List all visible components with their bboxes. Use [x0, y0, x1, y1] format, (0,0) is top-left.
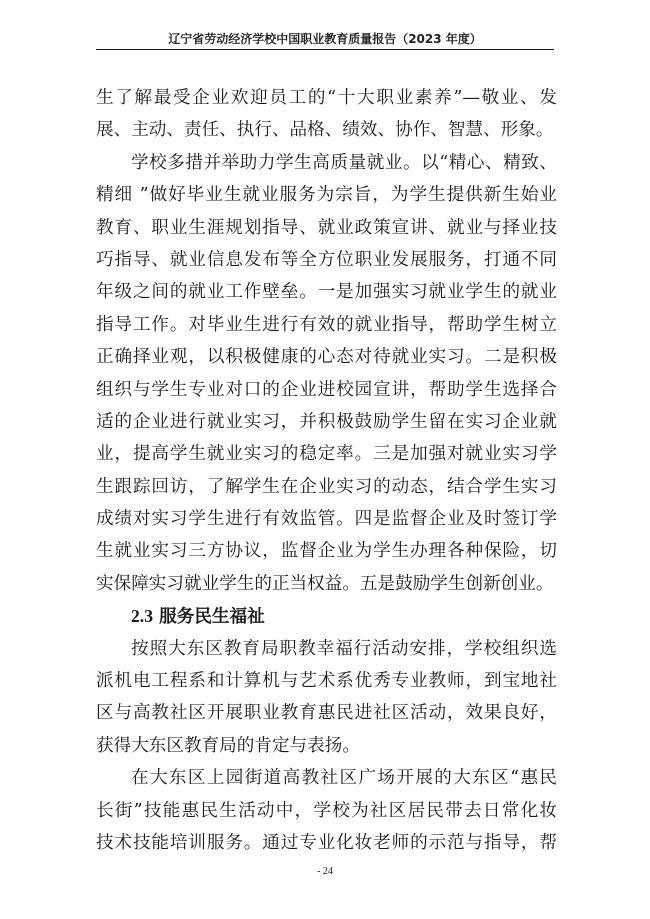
running-header: 辽宁省劳动经济学校中国职业教育质量报告（2023 年度） — [168, 32, 482, 46]
paragraph — [96, 762, 557, 859]
section-heading — [96, 600, 557, 632]
text-line: 年级之间的就业工作壁垒。一是加强实习就业学生的就业 — [96, 282, 557, 303]
section-number: 2.3 — [131, 606, 153, 627]
text-line: 长街”技能惠民生活动中，学校为社区居民带去日常化妆 — [96, 800, 557, 821]
text-line: 教育、职业生涯规划指导、就业政策宣讲、就业与择业技 — [96, 217, 557, 238]
text-line: 在大东区上园街道高教社区广场开展的大东区“惠民 — [131, 768, 557, 789]
text-line: 技术技能培训服务。通过专业化妆老师的示范与指导，帮 — [96, 832, 557, 853]
paragraph — [96, 82, 557, 147]
text-line: 派机电工程系和计算机与艺术系优秀专业教师，到宝地社 — [96, 671, 557, 692]
page-content — [96, 82, 557, 859]
text-line: 区与高教社区开展职业教育惠民进社区活动，效果良好， — [96, 703, 557, 724]
section-title: 服务民生福祉 — [159, 606, 265, 628]
text-line: 生了解最受企业欢迎员工的“十大职业素养”—敬业、发 — [96, 88, 557, 108]
paragraph — [96, 147, 557, 600]
text-line: 实保障实习就业学生的正当权益。五是鼓励学生创新创业。 — [96, 573, 554, 594]
text-line: 按照大东区教育局职教幸福行活动安排，学校组织选 — [131, 638, 557, 659]
text-line: 指导工作。对毕业生进行有效的就业指导，帮助学生树立 — [96, 314, 557, 335]
text-line: 业，提高学生就业实习的稳定率。三是加强对就业实习学 — [96, 444, 557, 465]
text-line: 适的企业进行就业实习，并积极鼓励学生留在实习企业就 — [96, 411, 557, 432]
page-number: - 24 — [317, 866, 333, 877]
text-line: 组织与学生专业对口的企业进校园宣讲，帮助学生选择合 — [96, 379, 557, 400]
text-line: 巧指导、就业信息发布等全方位职业发展服务，打通不同 — [96, 249, 557, 270]
text-line: 精细 ”做好毕业生就业服务为宗旨，为学生提供新生始业 — [96, 185, 557, 206]
text-line: 展、主动、责任、执行、品格、绩效、协作、智慧、形象。 — [96, 120, 554, 141]
text-line: 成绩对实习学生进行有效监管。四是监督企业及时签订学 — [96, 509, 557, 530]
paragraph — [96, 633, 557, 763]
text-line: 生就业实习三方协议，监督企业为学生办理各种保险，切 — [96, 541, 557, 562]
text-line: 生跟踪回访，了解学生在企业实习的动态，结合学生实习 — [96, 476, 557, 497]
text-line: 获得大东区教育局的肯定与表扬。 — [96, 735, 360, 756]
header-rule — [96, 49, 554, 50]
text-line: 学校多措并举助力学生高质量就业。以“精心、精致、 — [131, 152, 557, 173]
text-line: 正确择业观，以积极健康的心态对待就业实习。二是积极 — [96, 347, 557, 368]
